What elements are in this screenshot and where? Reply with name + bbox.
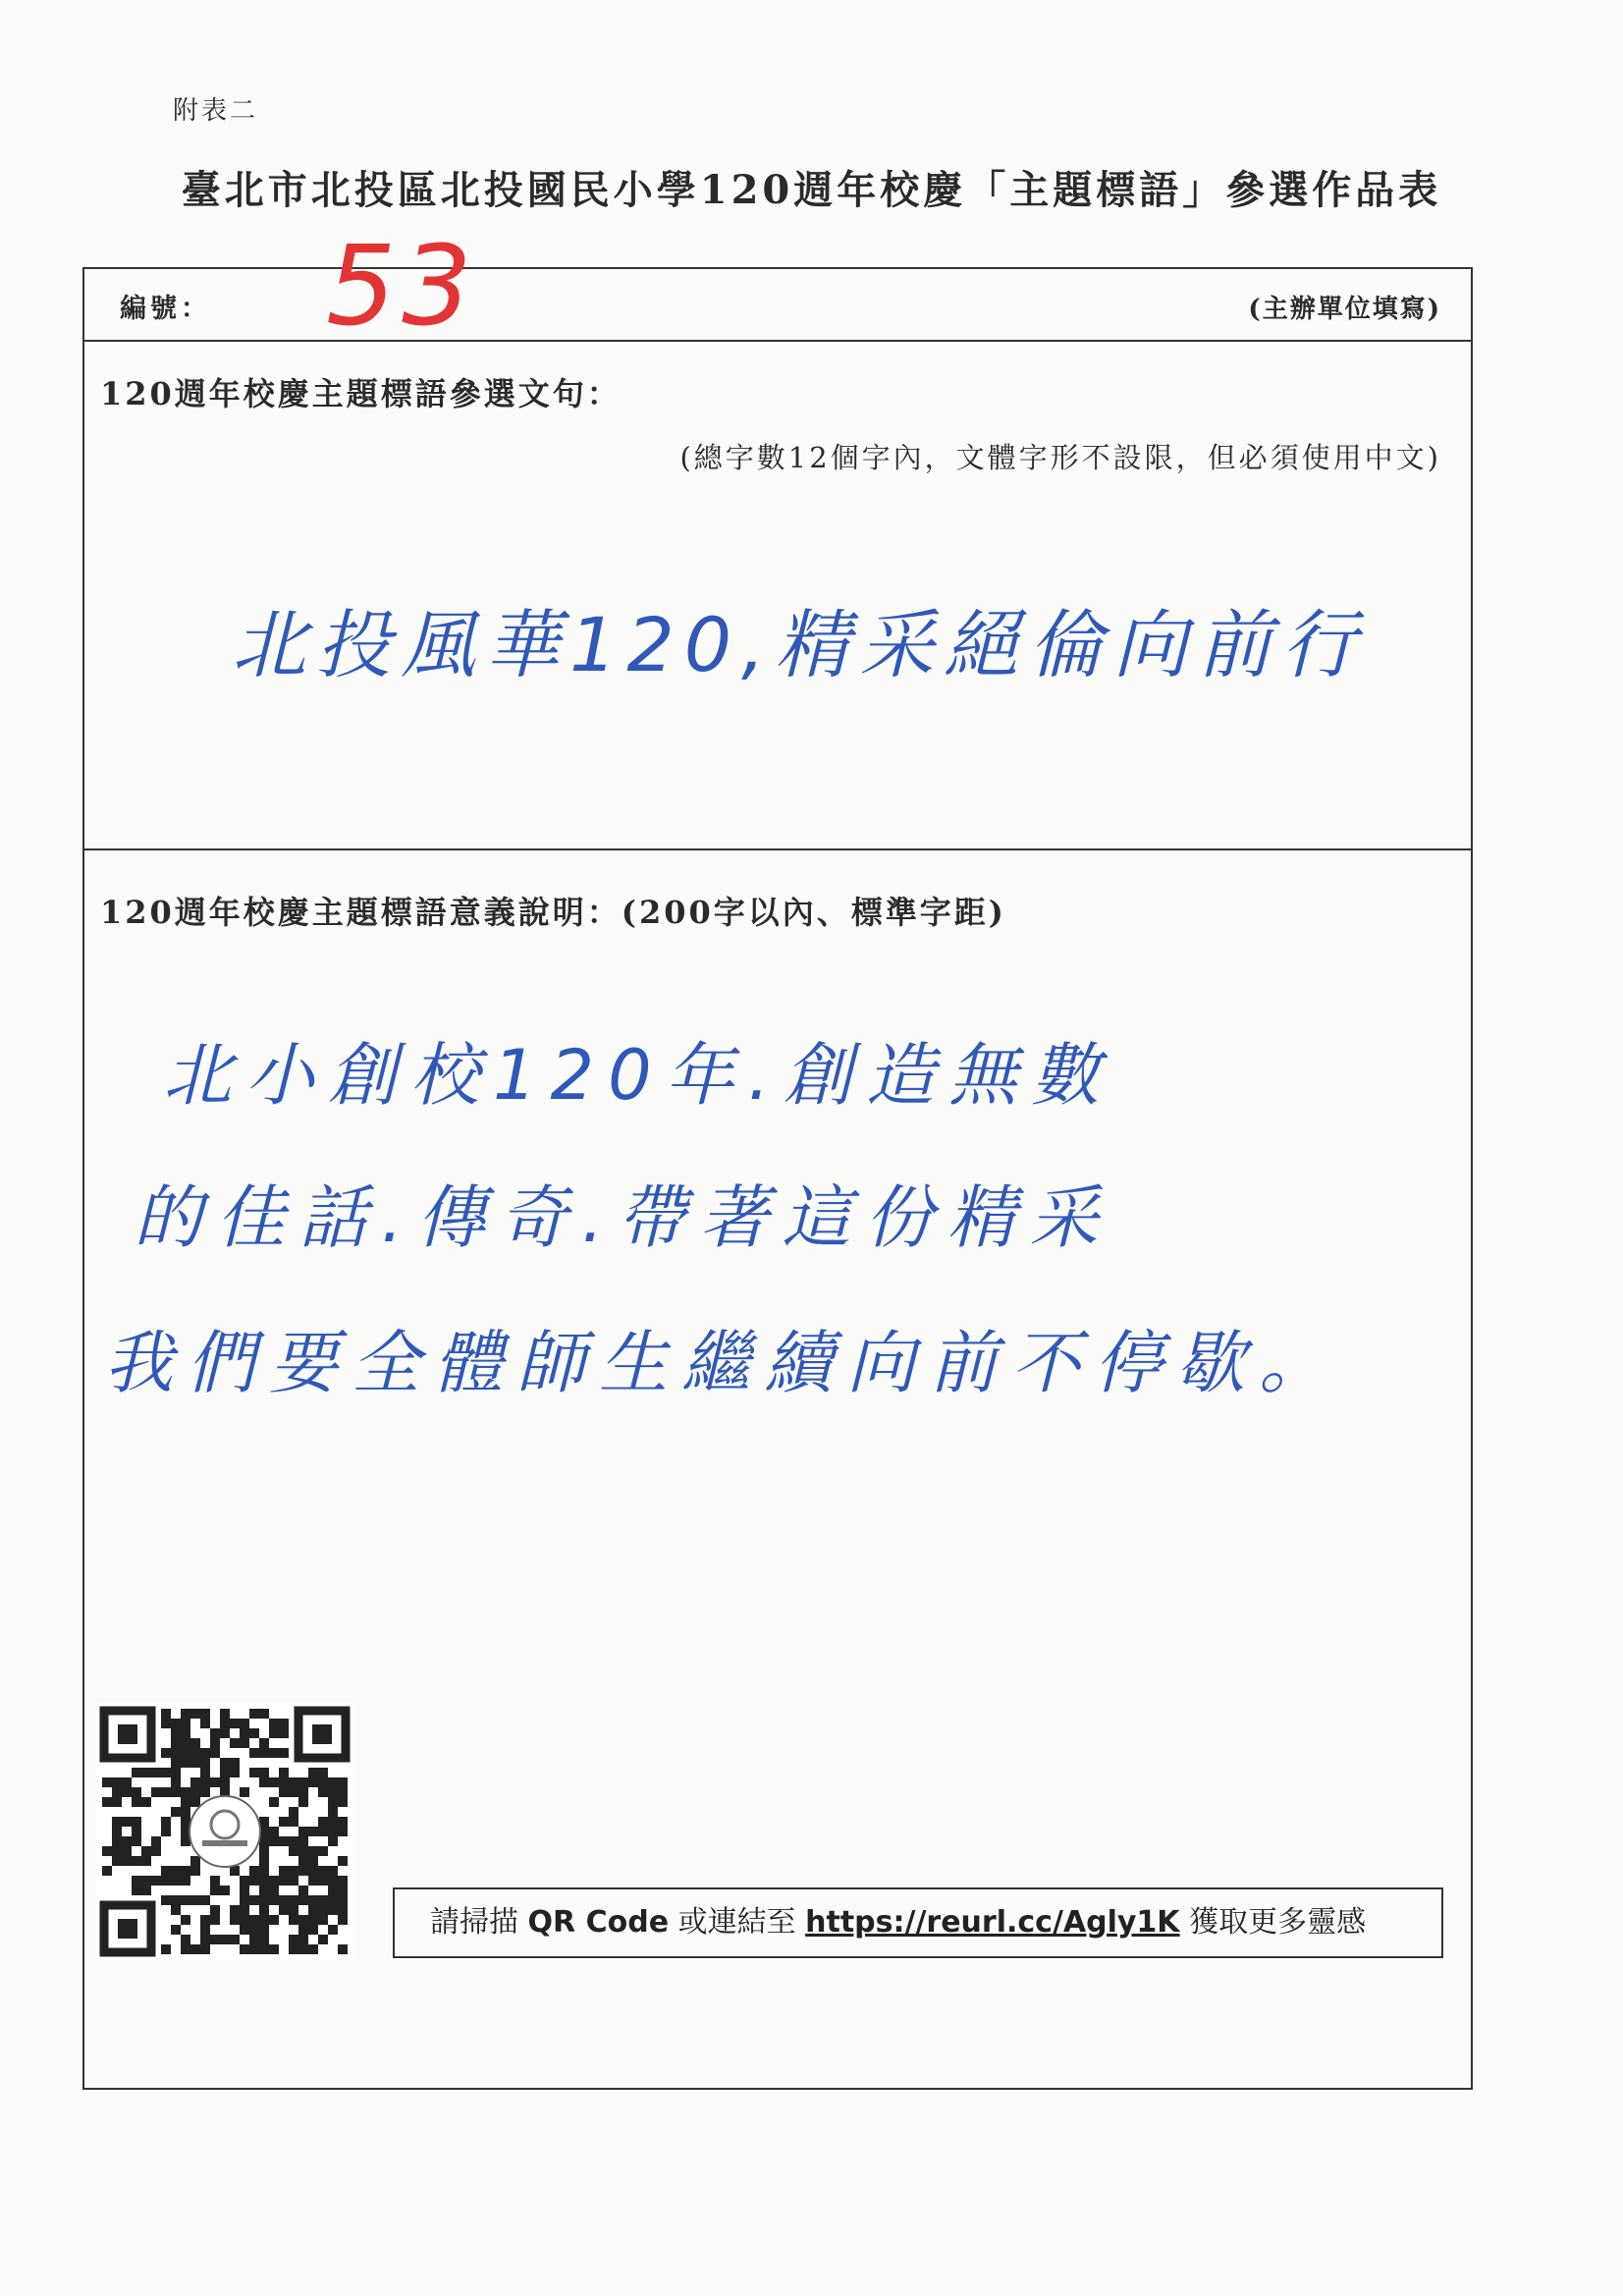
cta-qr-word: QR Code bbox=[527, 1905, 670, 1940]
qr-code-icon[interactable] bbox=[96, 1703, 353, 1960]
slogan-rule: (總字數12個字內，文體字形不設限，但必須使用中文) bbox=[679, 441, 1441, 474]
handwritten-meaning-line: 北小創校120年.創造無數 bbox=[163, 1035, 1113, 1116]
slogan-section bbox=[84, 340, 1471, 850]
handwritten-slogan: 北投風華120,精采絕倫向前行 bbox=[232, 601, 1367, 688]
cta-prefix: 請掃描 bbox=[430, 1905, 528, 1940]
cta-suffix: 獲取更多靈感 bbox=[1179, 1905, 1367, 1940]
entry-number: 53 bbox=[326, 223, 478, 351]
handwritten-meaning-line: 我們要全體師生繼續向前不停歇。 bbox=[104, 1323, 1341, 1403]
inspiration-url-link[interactable]: https://reurl.cc/Agly1K bbox=[805, 1905, 1180, 1940]
form-title: 臺北市北投區北投國民小學120週年校慶「主題標語」參選作品表 bbox=[181, 167, 1442, 213]
appendix-label: 附表二 bbox=[173, 96, 259, 126]
organizer-note: (主辦單位填寫) bbox=[1248, 295, 1441, 324]
number-label: 編號： bbox=[120, 294, 211, 324]
handwritten-meaning-line: 的佳話.傳奇.帶著這份精采 bbox=[134, 1177, 1112, 1258]
inspiration-link-box bbox=[393, 1887, 1443, 1958]
entry-form bbox=[82, 223, 1473, 2090]
slogan-label: 120週年校慶主題標語參選文句： bbox=[100, 375, 622, 412]
cta-middle: 或連結至 bbox=[669, 1905, 806, 1940]
number-row bbox=[84, 223, 1471, 351]
meaning-section bbox=[84, 848, 1471, 2088]
meaning-label: 120週年校慶主題標語意義說明：(200字以內、標準字距) bbox=[100, 894, 1006, 931]
